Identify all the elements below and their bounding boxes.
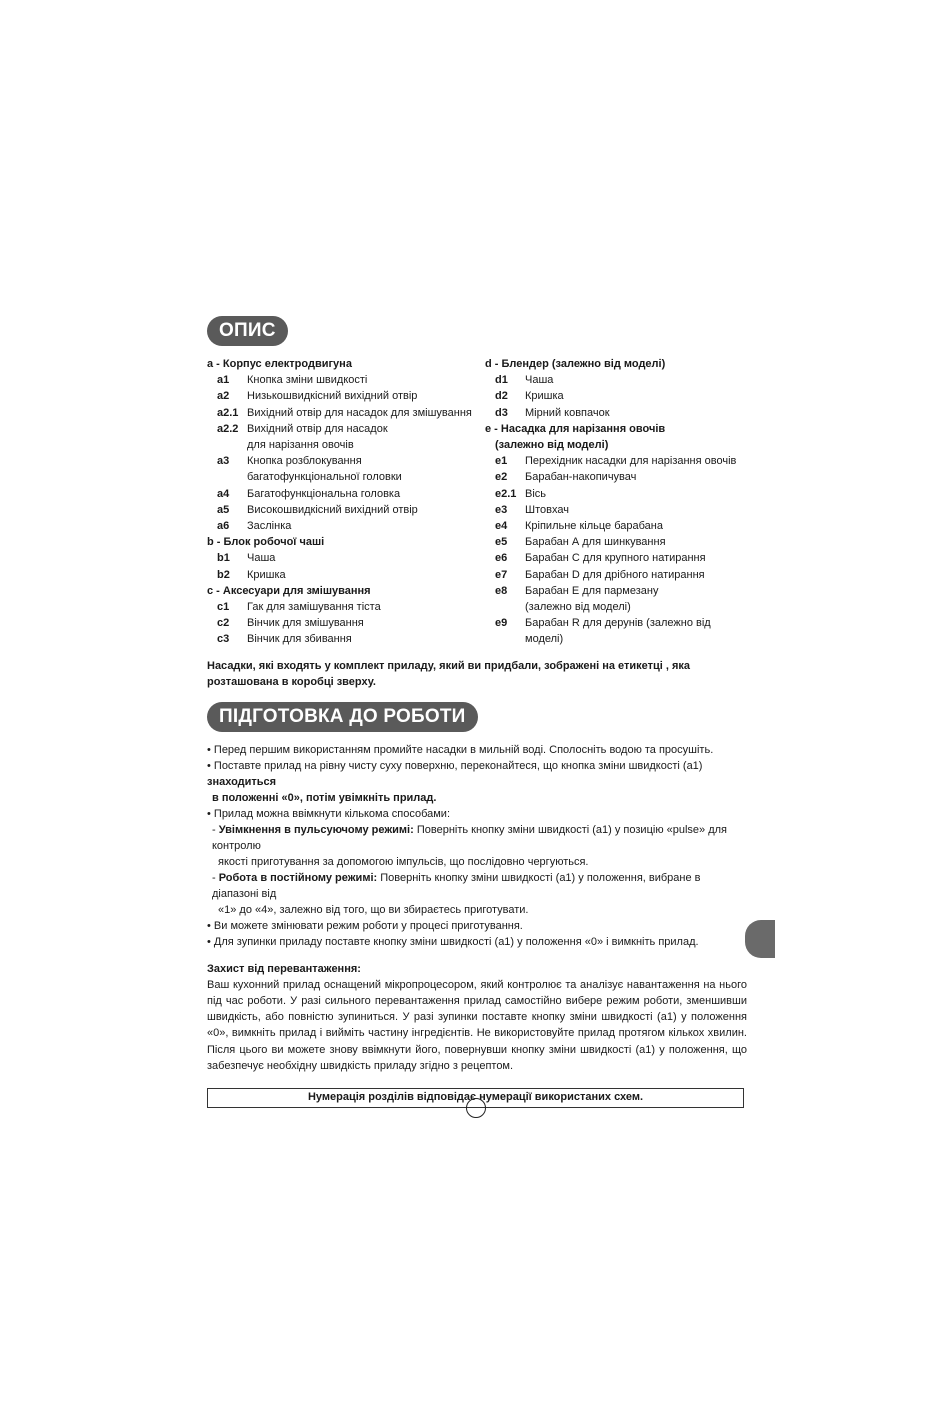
parts-item-code: a1 — [217, 374, 230, 387]
prep-line: - Робота в постійному режимі: Поверніть кнопку зміни швидкості (a1) у положення, вибране в діапазоні від — [212, 871, 701, 900]
parts-item-code: a2 — [217, 390, 230, 403]
parts-item-label: Гак для замішування тіста — [247, 601, 381, 614]
parts-item — [485, 372, 747, 388]
accessories-note: Насадки, які входять у комплект приладу, який ви придбали, зображені на етикетці , яка розташована в коробці зверху. — [207, 659, 691, 688]
parts-item — [207, 388, 485, 404]
prep-line: «1» до «4», залежно від того, що ви збираєтесь приготувати. — [218, 903, 529, 916]
parts-item-code: a4 — [217, 487, 230, 500]
parts-item-label: Кріпильне кільце барабана — [525, 520, 663, 533]
parts-item — [485, 518, 747, 534]
parts-item-label: Барабан R для дерунів (залежно від моделі) — [525, 617, 711, 646]
parts-item-label: Барабан-накопичувач — [525, 471, 637, 484]
parts-item-label: Низькошвидкісний вихідний отвір — [247, 390, 418, 403]
parts-item-label: Кришка — [525, 390, 564, 403]
parts-item-label: Заслінка — [247, 520, 292, 533]
parts-item-code: d2 — [495, 390, 508, 403]
parts-item-code: a6 — [217, 520, 230, 533]
prep-line: якості приготування за допомогою імпульсів, що послідовно чергуються. — [218, 855, 589, 868]
parts-item — [485, 469, 747, 485]
prep-line: в положенні «0», потім увімкніть прилад. — [212, 791, 437, 804]
parts-item-code: e7 — [495, 568, 508, 581]
parts-item-label: Барабан А для шинкування — [525, 536, 666, 549]
parts-item-code: e3 — [495, 503, 508, 516]
parts-item-code: e9 — [495, 617, 508, 630]
overload-protection — [207, 961, 747, 1074]
parts-item — [207, 486, 485, 502]
parts-item-label: для нарізання овочів — [247, 439, 354, 452]
parts-item-label: Вінчик для змішування — [247, 617, 364, 630]
parts-item-code — [485, 599, 525, 615]
parts-item-label: Чаша — [247, 552, 276, 565]
preparation-instructions — [207, 742, 747, 950]
parts-item — [207, 550, 485, 566]
parts-item-label: Високошвидкісний вихідний отвір — [247, 503, 418, 516]
parts-item — [207, 631, 485, 647]
page-number-circle — [466, 1098, 486, 1118]
parts-item-code: d1 — [495, 374, 508, 387]
parts-group-heading: e - Насадка для нарізання овочів — [485, 422, 666, 435]
prep-line: • Перед першим використанням промийте насадки в мильній воді. Сполосніть водою та просушіть. — [207, 743, 714, 756]
parts-item — [485, 453, 747, 469]
parts-group-heading: c - Аксесуари для змішування — [207, 584, 371, 597]
parts-item-code: a3 — [217, 455, 230, 468]
prep-line: • Для зупинки приладу поставте кнопку зміни швидкості (a1) у положення «0» і вимкніть прилад. — [207, 935, 699, 948]
parts-item-code: e2.1 — [495, 487, 517, 500]
parts-item — [207, 372, 485, 388]
parts-item-code: c3 — [217, 633, 230, 646]
parts-right-column — [485, 356, 747, 648]
parts-item-code: e1 — [495, 455, 508, 468]
parts-list — [207, 356, 747, 648]
parts-item-code: b1 — [217, 552, 230, 565]
parts-group-heading: a - Корпус електродвигуна — [207, 358, 352, 370]
parts-item-label: Барабан D для дрібного натирання — [525, 568, 705, 581]
parts-item — [207, 405, 485, 421]
parts-item-label: (залежно від моделі) — [525, 601, 631, 614]
parts-item-label: Чаша — [525, 374, 554, 387]
parts-item-code: a2.2 — [217, 422, 239, 435]
parts-item — [485, 583, 747, 599]
parts-item-label: Мірний ковпачок — [525, 406, 610, 419]
parts-item-label: Штовхач — [525, 503, 569, 516]
parts-item — [207, 567, 485, 583]
parts-item — [485, 615, 747, 647]
parts-item-label: Кнопка розблокування — [247, 455, 362, 468]
parts-group-heading: b - Блок робочої чаші — [207, 536, 325, 549]
parts-item-code — [207, 469, 247, 485]
parts-item-code: a5 — [217, 503, 230, 516]
parts-item-label: Багатофункціональна головка — [247, 487, 401, 500]
parts-item — [485, 567, 747, 583]
parts-item-code: e5 — [495, 536, 508, 549]
parts-item-code: e2 — [495, 471, 508, 484]
parts-item — [207, 437, 485, 453]
parts-item-code — [207, 437, 247, 453]
page-content — [207, 316, 747, 1108]
parts-item — [485, 550, 747, 566]
parts-item — [207, 453, 485, 469]
language-tab-marker — [745, 920, 775, 958]
parts-item — [485, 599, 747, 615]
overload-body: Ваш кухонний прилад оснащений мікропроцесором, який контролює та аналізує навантаження на нього під час роботи. У разі сильного перевантаження прилад самостійно вибере режим роботи, зменшивши швидкість, або повністю зупиниться. У разі зупинки поставте кнопку зміни швидкості (a1) у положення «0», вимкніть прилад і вийміть частину інгредієнтів. Не використовуйте прилад протягом кількох хвилин. Після цього ви можете знову ввімкнути його, повернувши кнопку зміни швидкості (a1) у положення, що забезпечує необхідну швидкість приладу згідно з рецептом. — [207, 978, 747, 1072]
parts-item-label: багатофункціональної головки — [247, 471, 402, 484]
parts-item-code: b2 — [217, 568, 230, 581]
numbering-note-box: Нумерація розділів відповідає нумерації використаних схем. — [207, 1088, 744, 1108]
parts-item-label: Перехідник насадки для нарізання овочів — [525, 455, 737, 468]
parts-item-label: Вінчик для збивання — [247, 633, 352, 646]
parts-item-code: c1 — [217, 601, 230, 614]
parts-item — [207, 469, 485, 485]
prep-line: • Прилад можна ввімкнути кількома способами: — [207, 807, 451, 820]
parts-item-code: e4 — [495, 520, 508, 533]
prep-line: • Поставте прилад на рівну чисту суху поверхню, переконайтеся, що кнопка зміни швидкості (a1) знаходиться — [207, 759, 703, 788]
parts-item — [485, 388, 747, 404]
parts-item-label: Кришка — [247, 568, 286, 581]
parts-item — [207, 502, 485, 518]
parts-item — [485, 405, 747, 421]
parts-item-code: e8 — [495, 584, 508, 597]
parts-item — [207, 599, 485, 615]
parts-item — [485, 534, 747, 550]
section-title-description: ОПИС — [207, 316, 288, 346]
parts-left-column — [207, 356, 485, 648]
parts-item — [207, 615, 485, 631]
parts-group-heading: (залежно від моделі) — [495, 439, 609, 452]
prep-line: - Увімкнення в пульсуючому режимі: Поверніть кнопку зміни швидкості (a1) у позицію «pulse» для контролю — [212, 823, 728, 852]
parts-item-code: a2.1 — [217, 406, 239, 419]
section-title-preparation: ПІДГОТОВКА ДО РОБОТИ — [207, 702, 478, 732]
parts-item-code: e6 — [495, 552, 508, 565]
parts-item — [207, 518, 485, 534]
parts-item-code: c2 — [217, 617, 230, 630]
parts-item — [485, 502, 747, 518]
overload-title: Захист від перевантаження: — [207, 962, 361, 975]
parts-item-label: Вісь — [525, 487, 547, 500]
prep-line: • Ви можете змінювати режим роботи у процесі приготування. — [207, 919, 523, 932]
parts-item-label: Кнопка зміни швидкості — [247, 374, 368, 387]
parts-item — [485, 486, 747, 502]
parts-item-label: Барабан Е для пармезану — [525, 584, 659, 597]
parts-group-heading: d - Блендер (залежно від моделі) — [485, 358, 666, 370]
parts-item — [207, 421, 485, 437]
parts-item-label: Вихідний отвір для насадок — [247, 422, 388, 435]
parts-item-code: d3 — [495, 406, 508, 419]
parts-item-label: Вихідний отвір для насадок для змішування — [247, 406, 472, 419]
parts-item-label: Барабан С для крупного натирання — [525, 552, 706, 565]
